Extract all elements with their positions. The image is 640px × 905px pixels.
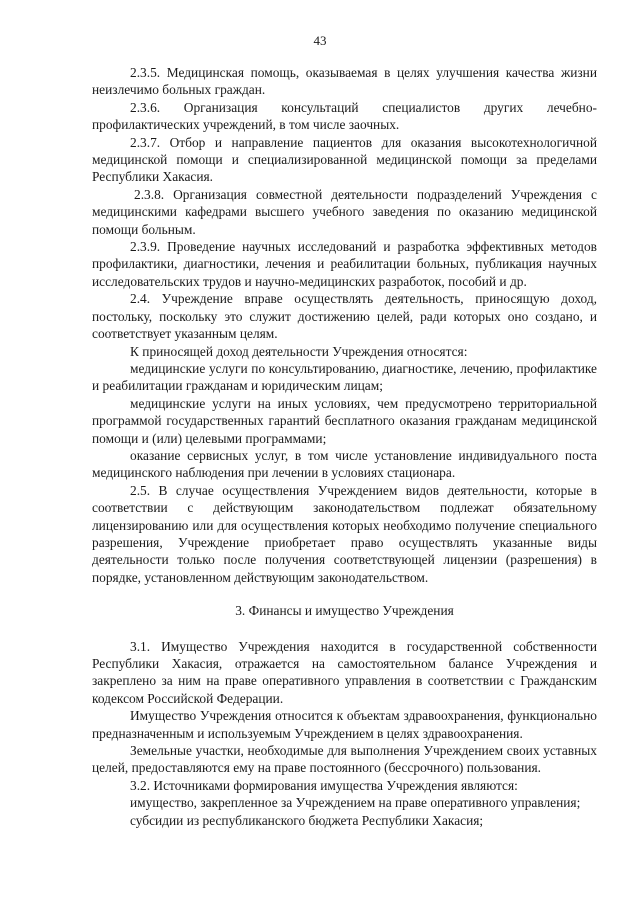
page-number: 43 [313,33,327,48]
paragraph-3-1: 3.1. Имущество Учреждения находится в государственной собственности Республики Хакасия, отражается на самостоятельном балансе Учреждения и закреплено за ним на праве оперативного управления в соответствии с Гражданским кодексом Российской Федерации. [92,638,597,706]
section-title: 3. Финансы и имущество Учреждения [235,603,454,619]
paragraph-source-item-1: имущество, закрепленное за Учреждением на праве оперативного управления; [130,795,581,811]
paragraph-2-4: 2.4. Учреждение вправе осуществлять деятельность, приносящую доход, постольку, поскольку это служит достижению целей, ради которых оно создано, и соответствует указанным целям. [92,291,597,342]
paragraph-income-intro: К приносящей доход деятельности Учреждения относятся: [130,343,468,359]
paragraph-income-item-2: медицинские услуги на иных условиях, чем предусмотрено территориальной программой государственных гарантий бесплатного оказания гражданам медицинской помощи и (или) целевыми программами; [92,395,597,446]
paragraph-2-3-6: 2.3.6. Организация консультаций специалистов других лечебно-профилактических учреждений, в том числе заочных. [92,99,597,133]
paragraph-2-3-9: 2.3.9. Проведение научных исследований и разработка эффективных методов профилактики, диагностики, лечения и реабилитации больных, публикация научных исследовательских трудов и научно-медицинских разработок, пособий и др. [92,239,597,289]
paragraph-2-3-7: 2.3.7. Отбор и направление пациентов для оказания высокотехнологичной медицинской помощи и специализированной медицинской помощи за пределами Республики Хакасия. [92,134,597,185]
paragraph-2-3-5: 2.3.5. Медицинская помощь, оказываемая в целях улучшения качества жизни неизлечимо больных граждан. [92,65,597,98]
paragraph-land-plots: Земельные участки, необходимые для выполнения Учреждением своих уставных целей, предоставляются ему на праве постоянного (бессрочного) пользования. [92,743,597,776]
paragraph-2-3-8: 2.3.8. Организация совместной деятельности подразделений Учреждения с медицинскими кафедрами высшего учебного заведения по оказанию медицинской помощи больным. [92,186,597,237]
paragraph-property-purpose: Имущество Учреждения относится к объектам здравоохранения, функционально предназначенным и используемым Учреждением в целях здравоохранения. [92,708,597,741]
paragraph-income-item-3: оказание сервисных услуг, в том числе установление индивидуального поста медицинского наблюдения при лечении в условиях стационара. [92,447,597,481]
paragraph-source-item-2: субсидии из республиканского бюджета Республики Хакасия; [130,812,484,828]
document-body [92,64,597,829]
paragraph-2-5: 2.5. В случае осуществления Учреждением видов деятельности, которые в соответствии с действующим законодательством подлежат обязательному лицензированию или для осуществления которых необходимо получение специального разрешения, Учреждение приобретает право осуществлять указанные виды деятельности только после получения соответствующей лицензии (разрешения) в порядке, установленном действующим законодательством. [92,482,597,585]
paragraph-income-item-1: медицинские услуги по консультированию, диагностике, лечению, профилактике и реабилитации гражданам и юридическим лицам; [92,360,597,394]
paragraph-3-2: 3.2. Источниками формирования имущества Учреждения являются: [130,777,518,793]
